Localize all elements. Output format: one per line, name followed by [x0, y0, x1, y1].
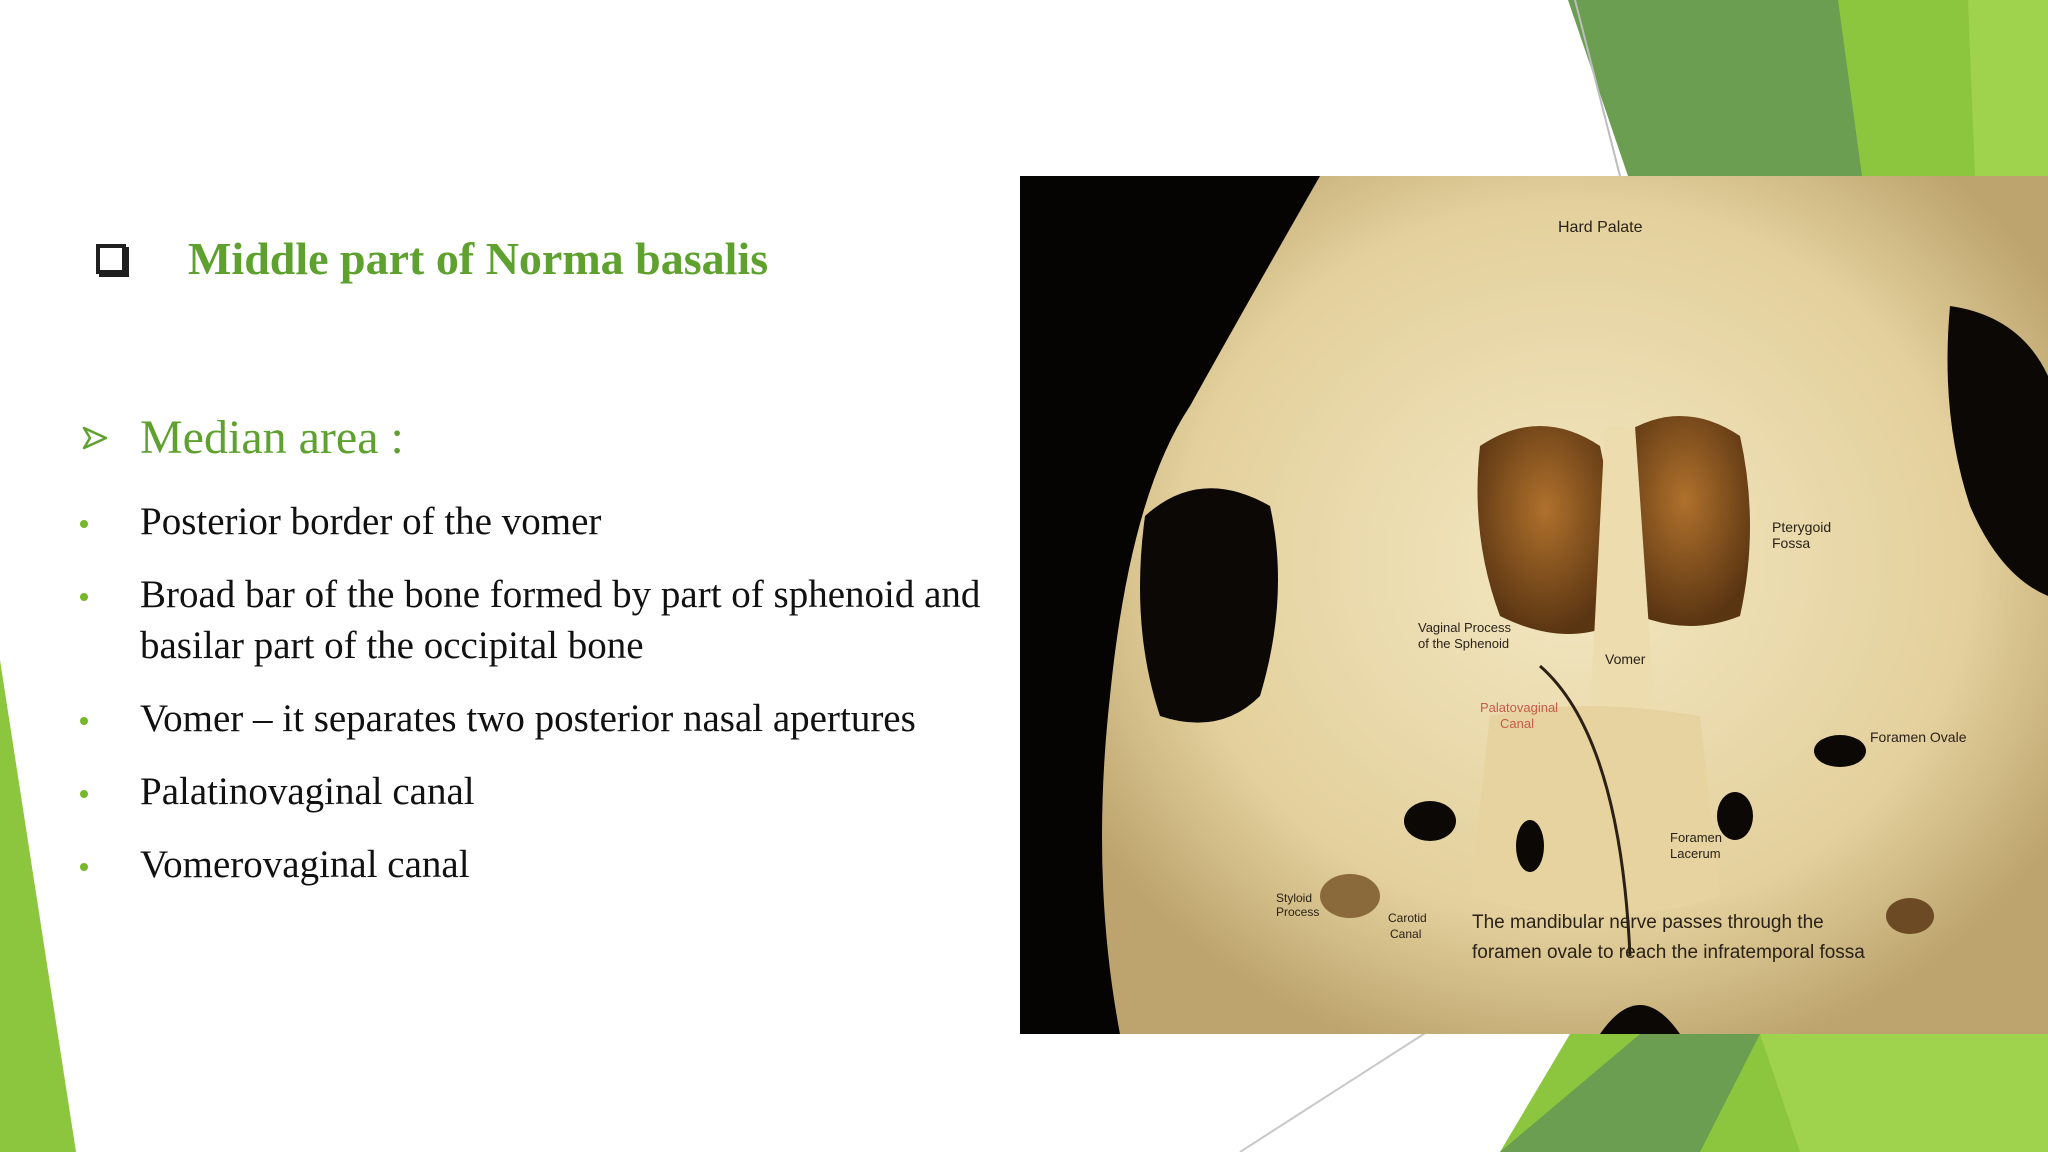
list-item [80, 839, 1020, 890]
label-palatovaginal: Palatovaginal [1480, 700, 1559, 715]
dot-bullet-icon [80, 790, 88, 798]
bullet-text: Palatinovaginal canal [140, 770, 475, 813]
label-vaginal-process: Vaginal Process [1418, 620, 1511, 635]
dot-bullet-icon [80, 717, 88, 725]
label-canal: Canal [1500, 716, 1534, 731]
title-row [96, 232, 768, 285]
label-hard-palate: Hard Palate [1558, 219, 1643, 236]
label-vomer: Vomer [1605, 651, 1646, 667]
bullet-text: Posterior border of the vomer [140, 500, 602, 543]
checkbox-bullet-icon [96, 244, 126, 274]
bullet-list [80, 496, 1020, 912]
label-styloid: Styloid [1276, 891, 1313, 905]
caption-line-2: foramen ovale to reach the infratemporal fossa [1472, 942, 1865, 963]
list-item [80, 766, 1020, 817]
list-item [80, 693, 1020, 744]
list-item [80, 496, 1020, 547]
subheading-row [82, 410, 404, 465]
label-pterygoid: Pterygoid [1772, 519, 1832, 535]
dot-bullet-icon [80, 863, 88, 871]
caption-line-1: The mandibular nerve passes through the [1472, 912, 1824, 933]
bullet-text: Broad bar of the bone formed by part of sphenoid and basilar part of the occipital bone [140, 573, 981, 667]
subheading: Median area : [140, 411, 404, 464]
label-fossa: Fossa [1772, 535, 1811, 551]
arrow-bullet-icon [82, 425, 108, 451]
dot-bullet-icon [80, 520, 88, 528]
bullet-text: Vomer – it separates two posterior nasal apertures [140, 697, 916, 740]
slide-title: Middle part of Norma basalis [188, 233, 769, 284]
dot-bullet-icon [80, 593, 88, 601]
label-foramen-ovale: Foramen Ovale [1870, 729, 1967, 745]
skull-illustration [1020, 176, 2048, 1034]
label-carotid: Carotid [1388, 911, 1427, 925]
label-of-sphenoid: of the Sphenoid [1418, 636, 1510, 651]
label-foramen: Foramen [1670, 830, 1723, 845]
label-process: Process [1276, 905, 1320, 919]
label-lacerum: Lacerum [1670, 846, 1721, 861]
list-item [80, 569, 1020, 671]
bullet-text: Vomerovaginal canal [140, 843, 470, 886]
label-carotid-canal: Canal [1390, 927, 1422, 941]
skull-base-photo [1020, 176, 2048, 1034]
